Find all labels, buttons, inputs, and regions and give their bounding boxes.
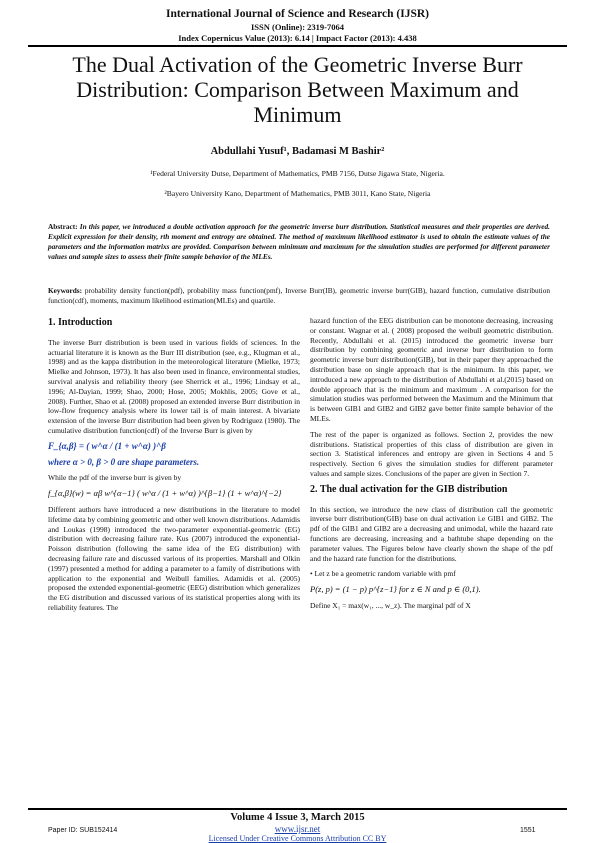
pmf-equation: P(z, p) = (1 − p) p^{z−1} for z ∈ N and p ∈ (0,1).: [310, 584, 481, 595]
footer-license-link[interactable]: Licensed Under Creative Commons Attribution CC BY: [208, 834, 387, 843]
intro-paragraph-3: Different authors have introduced a new distributions in the literature to model lifetime data by combining geometric and other well known distributions. Adamidis and Loukas (1998) introduced the two-parameter exponential-geometric (EG) distribution with decreasing failure rate. Kus (2007) introduced the exponential-Poisson distribution (following the same idea of the EG distribution) with decreasing failure rate and discussed various of its properties. Marshall and Olkin (1997) presented a method for adding a parameter to a family of distributions with application to the exponential and Weibull families. Adamidis et al. (2005) proposed the extended exponential-geometric (EEG) distribution which generalizes the EG distribution and discussed various of its statistical properties along with its reliability features. The: [48, 504, 300, 612]
index-line: Index Copernicus Value (2013): 6.14 | Impact Factor (2013): 4.438: [178, 33, 417, 43]
paper-id: Paper ID: SUB152414: [48, 827, 118, 834]
keywords-label: Keywords:: [48, 286, 83, 295]
right-paragraph-3: In this section, we introduce the new class of distribution call the geometric inverse burr distribution(GIB) base on dual activation i.e GIB1 and GIB2. The pdf of the GIB1 and GIB2 are a decreasing and unimodal, while the hazard rate functions are decreasing, increasing and a bathtube shape depending on the parameter values. The Figures below have clearly shown the shape of the pdf and the hazard rate function for the distributions.: [310, 504, 553, 563]
paper-title: The Dual Activation of the Geometric Inverse Burr Distribution: Comparison Between Maximum and Minimum: [72, 52, 523, 127]
right-paragraph-2: The rest of the paper is organized as follows. Section 2, provides the new distributions. Statistical properties of this class of distribution are given in section 3. Statistical inferences and entropy are given in Sections 4 and 5 respectively. Section 6 gives the simulation studies for different parameter values and sample sizes. Conclusions of the paper are given in Section 7.: [310, 429, 553, 478]
left-column: [48, 318, 300, 619]
right-paragraph-4: • Let z be a geometric random variable with pmf: [310, 569, 456, 579]
affiliation-2: ²Bayero University Kano, Department of Mathematics, PMB 3011, Kano State, Nigeria: [164, 189, 431, 198]
header-rule: [28, 45, 567, 47]
page-number: 1551: [520, 827, 536, 834]
section-heading-introduction: 1. Introduction: [48, 317, 113, 328]
section-heading-dual-activation: 2. The dual activation for the GIB distribution: [310, 483, 508, 495]
footer-rule: [28, 808, 567, 810]
cdf-equation: F_{α,β} = ( w^α / (1 + w^α) )^β: [48, 440, 166, 451]
intro-paragraph-1: The inverse Burr distribution is been used in various fields of sciences. In the actuarial literature it is known as the Burr III distribution (see, e.g., Klugman et al., 1998) and as the kappa distribution in the meteorological literature (Mielke, 1973; Mielke and Johnson, 1973). It has also been used in finance, environmental studies, survival analysis and reliability theory (see Sherrick et al., 1996; Lindsay et al., 1996; Al-Dayian, 1999; Shao, 2000; Hose, 2005; Mokhlis, 2005; Gove et al., 2008). Further, Shao et al. (2008) proposed an extended inverse Burr distribution in low-flow frequency analysis where its lower tail is of main interest. A bivariate extension of the inverse Burr distribution had been given by Rodriguez (1980). The cumulative distribution function(cdf) of the Inverse Burr is given by: [48, 337, 300, 435]
cdf-equation-note: where α > 0, β > 0 are shape parameters.: [48, 456, 200, 467]
journal-name: International Journal of Science and Research (IJSR): [165, 8, 429, 20]
right-paragraph-1: hazard function of the EEG distribution can be monotone decreasing, increasing or constant. Wagnar et al. ( 2008) proposed the weibull geometric distribution. Recently, Abdullahi et al. (2015) introduced the geometric inverse burr distribution by combining geometric and inverse burr distribution to form geometric inverse burr distribution(GIB), but in their paper they approached the distribution base on single approach that is the minimum. In this paper, we introduced a new approach to the distribution of Abdullahi et al.(2015) based on double approach that is the minimum and maximum . A comparison for the simulation studies was performed between the Maximum and the Minimum that is between GIB1 and GIB2 and GIB2 gave better finite sample behavior of the MLEs.: [310, 316, 553, 423]
pdf-equation: f_{α,β}(w) = αβ w^{α−1} ( w^α / (1 + w^α) )^{β−1} (1 + w^α)^{−2}: [48, 488, 282, 499]
issn: ISSN (Online): 2319-7064: [250, 22, 345, 32]
affiliation-1: ¹Federal University Dutse, Department of Mathematics, PMB 7156, Dutse Jigawa State, Nigeria.: [150, 169, 445, 178]
footer-site-link[interactable]: www.ijsr.net: [274, 824, 321, 834]
authors: Abdullahi Yusuf¹, Badamasi M Bashir²: [210, 146, 385, 157]
right-column: [310, 316, 553, 617]
keywords: [48, 286, 550, 306]
footer-volume: Volume 4 Issue 3, March 2015: [230, 812, 365, 823]
abstract-label: Abstract:: [48, 222, 78, 231]
keywords-text: probability density function(pdf), probability mass function(pmf), Inverse Burr(IB), geometric inverse burr(GIB), hazard function, cumulative distribution function(cdf), moments, maximum likelihood estimation(MLEs) and quartile.: [48, 286, 550, 305]
intro-paragraph-2: While the pdf of the inverse burr is given by: [48, 473, 182, 483]
abstract: [48, 222, 550, 262]
abstract-text: In this paper, we introduced a double activation approach for the geometric inverse burr distribution. Statistical measures and their properties are derived. Explicit expression for their density, rth moment and entropy are obtained. The method of maximum likelihood estimator is used to obtain the estimate values of the parameters and the information matrixs are provided. Comparison between minimum and maximum for the simulation studies are performed for different parameter values and sample sizes to assess their finite sample behavior of the MLEs.: [48, 222, 550, 261]
right-paragraph-5: Define X₁ = max(w₁, ..., w_z). The marginal pdf of X: [310, 600, 471, 610]
